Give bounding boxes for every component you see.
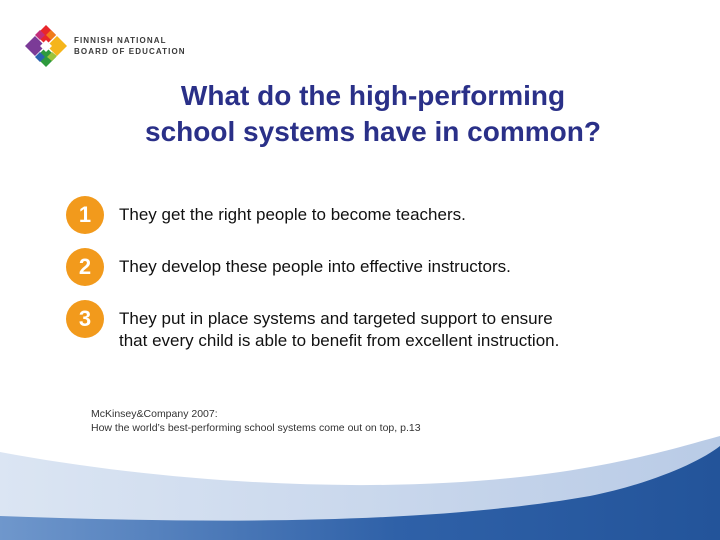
point-text	[119, 204, 466, 226]
title-line-1: What do the high-performing	[180, 80, 566, 111]
point-text-line: They get the right people to become teachers.	[119, 205, 466, 224]
slide-title	[100, 78, 646, 150]
organization-name	[74, 35, 186, 57]
org-name-line-2: BOARD OF EDUCATION	[74, 47, 186, 56]
board-of-education-logo	[24, 24, 68, 68]
org-name-line-1: FINNISH NATIONAL	[74, 36, 167, 45]
title-line-2: school systems have in common?	[145, 116, 601, 147]
point-text-line: They put in place systems and targeted support to ensure	[119, 309, 553, 328]
number-badge: 3	[66, 300, 104, 338]
point-text	[119, 308, 559, 352]
citation-line-1: McKinsey&Company 2007:	[91, 408, 218, 420]
citation-line-2: How the world’s best-performing school systems come out on top, p.13	[91, 422, 421, 434]
point-text	[119, 256, 511, 278]
point-text-line: They develop these people into effective instructors.	[119, 257, 511, 276]
number-badge: 2	[66, 248, 104, 286]
number-badge: 1	[66, 196, 104, 234]
point-text-line: that every child is able to benefit from excellent instruction.	[119, 331, 560, 350]
decorative-wave	[0, 420, 720, 540]
